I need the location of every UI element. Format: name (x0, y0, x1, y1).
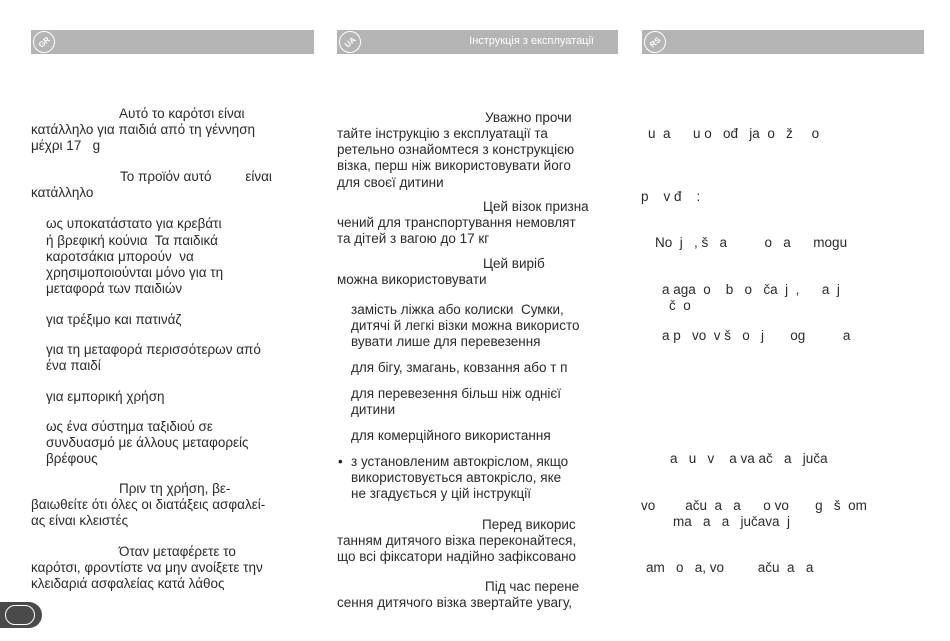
gr-line: ας είναι κλειστές (31, 513, 129, 528)
ua-line: використовується автокрісло, яке (351, 470, 562, 485)
language-badge-gr: GR (29, 27, 60, 58)
gr-line: καρότσι, φροντίστε να μην ανοίξετε την (31, 560, 263, 575)
rs-line: a u v a va ač a juča (670, 451, 828, 466)
gr-line: κλειδαριά ασφαλείας κατά λάθος (31, 576, 225, 591)
rs-line: a p vo v š o j og a (662, 328, 851, 343)
ua-line: що всі фіксатори надійно зафіксовано (337, 549, 577, 564)
rs-line: u a u o ođ ja o ž o (648, 126, 820, 141)
ua-line: ретельно ознайомтеся з конструкцією (337, 142, 575, 157)
gr-line: κατάλληλο για παιδιά από τη γέννηση (31, 122, 256, 137)
ua-line: Під час перене (485, 579, 580, 594)
language-badge-rs: RS (640, 27, 671, 58)
gr-line: βρέφους (46, 451, 98, 466)
gr-line: βαιωθείτε ότι όλες οι διατάξεις ασφαλεί- (31, 497, 266, 512)
ua-line: танням дитячого візка переконайтеся, (337, 533, 577, 548)
ua-line: тайте інструкцію з експлуатації та (337, 126, 548, 141)
gr-line: ή βρεφική κούνια Τα παιδικά (46, 233, 218, 248)
ua-line: Цей візок призна (483, 199, 589, 214)
gr-line: ως υποκατάστατο για κρεβάτι (46, 216, 222, 231)
ua-line: для бігу, змагань, ковзання або т п (351, 360, 568, 375)
gr-line: Όταν μεταφέρετε το (119, 544, 236, 559)
rs-line: č o (669, 298, 691, 313)
rs-line: vo aču a a o vo g š om (641, 498, 867, 513)
rs-line: p v đ : (641, 189, 701, 204)
gr-line: Αυτό το καρότσι είναι (119, 106, 245, 121)
gr-line: καροτσάκια μπορούν να (46, 249, 194, 264)
ua-line: з установленим автокріслом, якщо (351, 454, 569, 469)
ua-line: замість ліжка або колиски Сумки, (351, 302, 564, 317)
gr-line: χρησιμοποιούνται μόνο για τη (46, 265, 224, 280)
ua-line: Цей виріб (483, 256, 545, 271)
ua-line: чений для транспортування немовлят (337, 215, 576, 230)
rs-line: No j , š a o a mogu (655, 235, 848, 250)
ua-line: візка, перш ніж використовувати його (337, 158, 571, 173)
ua-line: дитини (351, 402, 396, 417)
gr-line: ως ένα σύστημα ταξιδιού σε (46, 419, 213, 434)
rs-line: a aga o b o ča j , a j (662, 282, 840, 297)
ua-line: можна використовувати (337, 272, 487, 287)
gr-line: Πριν τη χρήση, βε- (119, 481, 231, 496)
ua-line: вувати лише для перевезення (351, 334, 541, 349)
page-number-tab (0, 602, 42, 628)
ua-line: для перевезення більш ніж однієї (351, 386, 562, 401)
gr-line: για τη μεταφορά περισσότερων από (46, 342, 261, 357)
ua-line: Перед викорис (482, 517, 576, 532)
rs-line: am o a, vo aču a a (646, 560, 814, 575)
header-title-ua: Інструкція з експлуатації (469, 35, 594, 47)
ua-line: дитячі й легкі візки можна використо (351, 318, 580, 333)
gr-line: μεταφορά των παιδιών (46, 281, 183, 296)
bullet-glyph: • (338, 454, 343, 469)
gr-line: Το προϊόν αυτό είναι (120, 169, 272, 184)
gr-line: ένα παιδί (46, 358, 101, 373)
ua-line: сення дитячого візка звертайте увагу, (337, 595, 573, 610)
ua-line: для своєї дитини (337, 175, 444, 190)
gr-line: κατάλληλο (31, 185, 94, 200)
gr-line: συνδυασμό με άλλους μεταφορείς (46, 435, 249, 450)
ua-line: Уважно прочи (485, 110, 572, 125)
gr-line: για εμπορική χρήση (46, 389, 165, 404)
ua-line: та дітей з вагою до 17 кг (337, 231, 490, 246)
gr-line: μέχρι 17 g (31, 138, 101, 153)
rs-line: ma a a jučava j (673, 514, 791, 529)
language-badge-ua: UA (335, 27, 366, 58)
gr-line: για τρέξιμο και πατινάζ (46, 312, 182, 327)
ua-line: не згадується у цій інструкції (351, 486, 531, 501)
ua-line: для комерційного використання (351, 428, 551, 443)
